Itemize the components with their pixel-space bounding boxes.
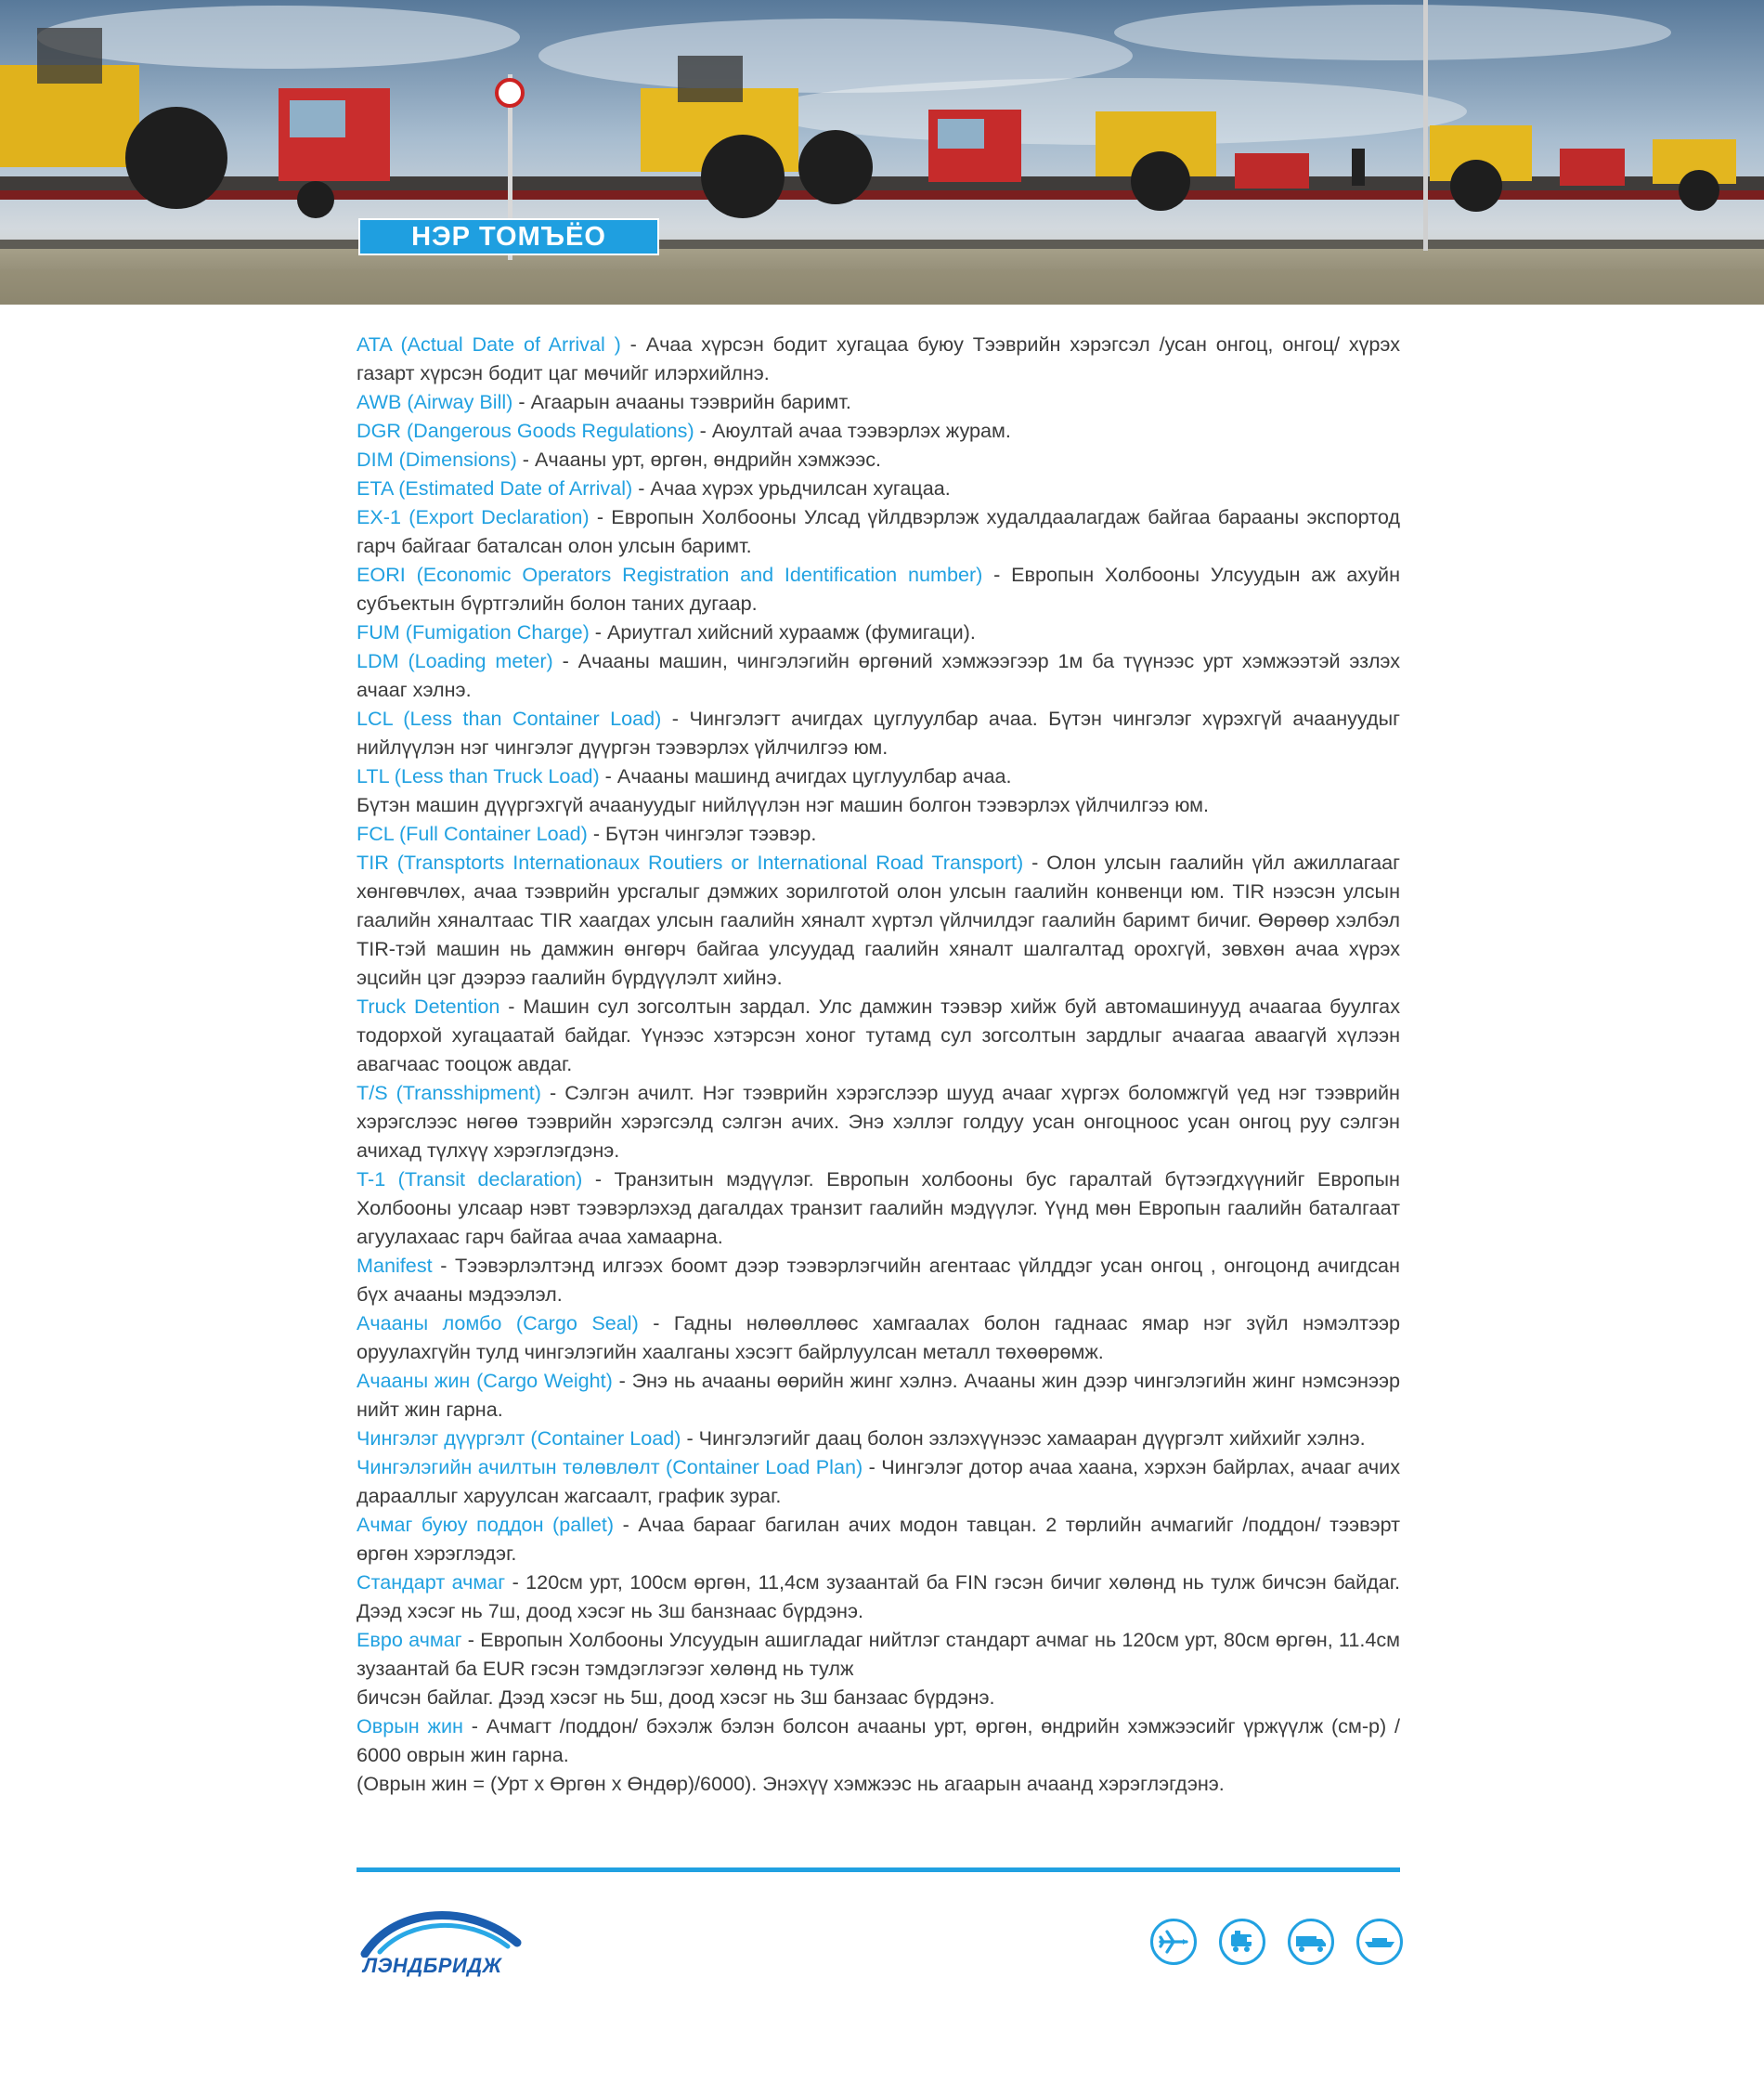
glossary-entry-eori: EORI (Economic Operators Registration and Identification number) - Европын Холбооны Улсуудын аж ахуйн субъектын бүртгэлийн болон таних дугаар. bbox=[357, 563, 1400, 615]
glossary-term: ATA (Actual Date of Arrival ) bbox=[357, 332, 621, 356]
glossary-entry-ata: ATA (Actual Date of Arrival ) - Ачаа хүрсэн бодит хугацаа буюу Тээврийн хэрэгсэл /усан онгоц, онгоц/ хүрэх газарт хүрсэн бодит цаг мөчийг илэрхийлнэ. bbox=[357, 332, 1400, 384]
glossary-term: DGR (Dangerous Goods Regulations) bbox=[357, 419, 694, 442]
glossary-entry-dim: DIM (Dimensions) - Ачааны урт, өргөн, өндрийн хэмжээс. bbox=[357, 448, 882, 471]
glossary-definition: Ачааны машинд ачигдах цуглуулбар ачаа. bbox=[616, 764, 1012, 787]
glossary-definition: Бүтэн чингэлэг тээвэр. bbox=[605, 822, 817, 845]
glossary-entry-lcl: LCL (Less than Container Load) - Чингэлэгт ачигдах цуглуулбар ачаа. Бүтэн чингэлэг хүрэхгүй ачаануудыг нийлүүлэн нэг чингэлэг дүүргэн тээвэрлэх үйлчилгээ юм. bbox=[357, 707, 1401, 759]
glossary-entry-ts: T/S (Transshipment) - Сэлгэн ачилт. Нэг тээврийн хэрэгслээр шууд ачааг хүргэх боломжгүй үед нэг тээврийн хэрэгслээс нөгөө тээврийн хэрэгсэлд сэлгэн ачих. Энэ хэллэг голдуу усан онгоцноос усан онгоц руу сэлгэн ачихад түлхүү хэрэглэгдэнэ. bbox=[357, 1081, 1400, 1162]
glossary-entry-dgr: DGR (Dangerous Goods Regulations) - Аюултай ачаа тээвэрлэх журам. bbox=[357, 419, 1011, 442]
glossary-entry-standard-pallet: Стандарт ачмаг - 120см урт, 100см өргөн, 11,4см зузаантай ба FIN гэсэн бичиг хөлөнд нь тулж бичсэн байдаг. Дээд хэсэг нь 7ш, доод хэсэг нь 3ш банзнаас бүрдэнэ. bbox=[357, 1570, 1400, 1622]
glossary-list bbox=[357, 330, 1400, 1798]
glossary-term: T/S (Transshipment) bbox=[357, 1081, 541, 1104]
glossary-entry-container-load: Чингэлэг дүүргэлт (Container Load) - Чингэлэгийг даац болон эзлэхүүнээс хамааран дүүргэлт хийхийг хэлнэ. bbox=[357, 1426, 1366, 1450]
glossary-definition: Ачаа хүрэх урьдчилсан хугацаа. bbox=[650, 476, 951, 500]
glossary-definition: Гадны нөлөөллөөс хамгаалах болон гаднаас ямар нэг зүйл нэмэлтээр оруулахгүйн тулд чингэлэгийн хаалганы хэсэгт байрлуулсан металл төхөөрөмж. bbox=[357, 1311, 1400, 1363]
glossary-entry-cargo-seal: Ачааны ломбо (Cargo Seal) - Гадны нөлөөллөөс хамгаалах болон гаднаас ямар нэг зүйл нэмэлтээр оруулахгүйн тулд чингэлэгийн хаалганы хэсэгт байрлуулсан металл төхөөрөмж. bbox=[357, 1311, 1400, 1363]
glossary-term: TIR (Transptorts Internationaux Routiers or International Road Transport) bbox=[357, 851, 1024, 874]
glossary-term: FUM (Fumigation Charge) bbox=[357, 620, 590, 644]
glossary-definition: Чингэлэгийг даац болон эзлэхүүнээс хамааран дүүргэлт хийхийг хэлнэ. bbox=[698, 1426, 1366, 1450]
glossary-term: Евро ачмаг bbox=[357, 1628, 462, 1651]
glossary-term: Truck Detention bbox=[357, 995, 500, 1018]
glossary-term: Чингэлэг дүүргэлт (Container Load) bbox=[357, 1426, 681, 1450]
glossary-term: T-1 (Transit declaration) bbox=[357, 1167, 583, 1191]
glossary-entry-volumetric-weight: Оврын жин - Ачмагт /поддон/ бэхэлж бэлэн болсон ачааны урт, өргөн, өндрийн хэмжээсийг үржүүлж (см-р) / 6000 оврын жин гарна. (Оврын жин = (Урт х Өргөн х Өндөр)/6000). Энэхүү хэмжээс нь агаарын ачаанд хэрэглэгдэнэ. bbox=[357, 1711, 1400, 1798]
hero-banner bbox=[0, 0, 1764, 305]
glossary-definition: Ариутгал хийсний хураамж (фумигаци). bbox=[607, 620, 976, 644]
glossary-entry-ltl: LTL (Less than Truck Load) - Ачааны машинд ачигдах цуглуулбар ачаа. Бүтэн машин дүүргэхгүй ачаануудыг нийлүүлэн нэг машин болгон тээвэрлэх үйлчилгээ юм. bbox=[357, 761, 1400, 819]
company-logo bbox=[359, 1906, 526, 1985]
glossary-term: Стандарт ачмаг bbox=[357, 1570, 512, 1594]
hero-photo bbox=[0, 0, 1764, 305]
glossary-term: AWB (Airway Bill) bbox=[357, 390, 513, 413]
glossary-term: Manifest bbox=[357, 1254, 433, 1277]
glossary-term: Ачааны жин (Cargo Weight) bbox=[357, 1369, 613, 1392]
glossary-term: FCL (Full Container Load) bbox=[357, 822, 588, 845]
glossary-definition: Европын Холбооны Улсуудын аж ахуйн субъектын бүртгэлийн болон таних дугаар. bbox=[357, 563, 1400, 615]
glossary-definition: Чингэлэгт ачигдах цуглуулбар ачаа. Бүтэн чингэлэг хүрэхгүй ачаануудыг нийлүүлэн нэг чингэлэг дүүргэн тээвэрлэх үйлчилгээ юм. bbox=[357, 707, 1401, 759]
glossary-entry-ex1: EX-1 (Export Declaration) - Европын Холбооны Улсад үйлдвэрлэж худалдаалагдаж байгаа барааны экспортод гарч байгааг баталсан олон улсын баримт. bbox=[357, 505, 1400, 557]
glossary-definition: Сэлгэн ачилт. Нэг тээврийн хэрэгслээр шууд ачааг хүргэх боломжгүй үед нэг тээврийн хэрэгслээс нөгөө тээврийн хэрэгсэлд сэлгэн ачих. Энэ хэллэг голдуу усан онгоцноос усан онгоц руу сэлгэн ачихад түлхүү хэрэглэгдэнэ. bbox=[357, 1081, 1400, 1162]
glossary-definition: Аюултай ачаа тээвэрлэх журам. bbox=[711, 419, 1011, 442]
glossary-definition: Ачаа барааг багилан ачих модон тавцан. 2 төрлийн ачмагийг /поддон/ тээвэрт өргөн хэрэглэдэг. bbox=[357, 1513, 1400, 1565]
glossary-term: ETA (Estimated Date of Arrival) bbox=[357, 476, 633, 500]
train-icon bbox=[1219, 1919, 1265, 1965]
logo-text: ЛЭНДБРИДЖ bbox=[363, 1954, 502, 1977]
glossary-entry-t1: T-1 (Transit declaration) - Транзитын мэдүүлэг. Европын холбооны бус гаралтай бүтээгдхүүнийг Европын Холбооны улсаар нэвт тээвэрлэхэд дагалдах транзит гаалийн мэдүүлэг. Үүнд мөн Европын гаалийн баталгаат агуулахаас гарч байгаа ачаа хамаарна. bbox=[357, 1167, 1400, 1248]
truck-icon bbox=[1288, 1919, 1334, 1965]
glossary-definition: Европын Холбооны Улсад үйлдвэрлэж худалдаалагдаж байгаа барааны экспортод гарч байгааг баталсан олон улсын баримт. bbox=[357, 505, 1400, 557]
glossary-definition: Энэ нь ачааны өөрийн жинг хэлнэ. Ачааны жин дээр чингэлэгийн жинг нэмсэнээр нийт жин гарна. bbox=[357, 1369, 1400, 1421]
glossary-definition: Транзитын мэдүүлэг. Европын холбооны бус гаралтай бүтээгдхүүнийг Европын Холбооны улсаар нэвт тээвэрлэхэд дагалдах транзит гаалийн мэдүүлэг. Үүнд мөн Европын гаалийн баталгаат агуулахаас гарч байгаа ачаа хамаарна. bbox=[357, 1167, 1400, 1248]
glossary-term: LTL (Less than Truck Load) bbox=[357, 764, 600, 787]
glossary-term: DIM (Dimensions) bbox=[357, 448, 517, 471]
glossary-definition: Машин сул зогсолтын зардал. Улс дамжин тээвэр хийж буй автомашинууд ачаагаа буулгах тодорхой хугацаатай байдаг. Үүнээс хэтэрсэн хоног тутамд сул зогсолтын зардлыг ачаагаа аваагүй хүлээн авагчаас тооцож авдаг. bbox=[357, 995, 1400, 1075]
glossary-term: EORI (Economic Operators Registration and Identification number) bbox=[357, 563, 983, 586]
glossary-entry-fum: FUM (Fumigation Charge) - Ариутгал хийсний хураамж (фумигаци). bbox=[357, 620, 976, 644]
glossary-definition: Олон улсын гаалийн үйл ажиллагааг хөнгөвчлөх, ачаа тээврийн урсгалыг дэмжих зорилготой олон улсын гаалийн конвенци юм. TIR нээсэн улсын гаалийн хяналтаас TIR хаагдах улсын гаалийн хяналт хүртэл үйлчилдэг гаалийн баримт бичиг. Өөрөөр хэлбэл TIR-тэй машин нь дамжин өнгөрч байгаа улсуудад гаалийн хяналт шалгалтад орохгүй, зөвхөн ачаа хүрэх эцсийн цэг дээрээ гаалийн бүрдүүлэлт хийнэ. bbox=[357, 851, 1400, 989]
glossary-entry-ldm: LDM (Loading meter) - Ачааны машин, чингэлэгийн өргөний хэмжээгээр 1м ба түүнээс урт хэмжээтэй эзлэх ачааг хэлнэ. bbox=[357, 649, 1400, 701]
glossary-term: Чингэлэгийн ачилтын төлөвлөлт (Container Load Plan) bbox=[357, 1455, 863, 1478]
glossary-definition-continued: бичсэн байлаг. Дээд хэсэг нь 5ш, доод хэсэг нь 3ш банзаас бүрдэнэ. bbox=[357, 1685, 995, 1709]
glossary-definition: Ачмагт /поддон/ бэхэлж бэлэн болсон ачааны урт, өргөн, өндрийн хэмжээсийг үржүүлж (см-р) / 6000 оврын жин гарна. bbox=[357, 1714, 1400, 1766]
glossary-entry-cargo-weight: Ачааны жин (Cargo Weight) - Энэ нь ачааны өөрийн жинг хэлнэ. Ачааны жин дээр чингэлэгийн жинг нэмсэнээр нийт жин гарна. bbox=[357, 1369, 1400, 1421]
glossary-term: Оврын жин bbox=[357, 1714, 463, 1737]
glossary-term: Ачааны ломбо (Cargo Seal) bbox=[357, 1311, 639, 1334]
bridge-arc-icon bbox=[359, 1906, 526, 1958]
glossary-term: LCL (Less than Container Load) bbox=[357, 707, 662, 730]
glossary-definition: Тээвэрлэлтэнд илгээх боомт дээр тээвэрлэгчийн агентаас үйлддэг усан онгоц , онгоцонд ачигдсан бүх ачааны мэдээлэл. bbox=[357, 1254, 1400, 1306]
glossary-definition: Европын Холбооны Улсуудын ашигладаг нийтлэг стандарт ачмаг нь 120см урт, 80см өргөн, 11.4см зузаантай ба EUR гэсэн тэмдэглэгээг хөлөнд нь тулж bbox=[357, 1628, 1400, 1680]
glossary-entry-awb: AWB (Airway Bill) - Агаарын ачааны тээврийн баримт. bbox=[357, 390, 851, 413]
glossary-entry-fcl: FCL (Full Container Load) - Бүтэн чингэлэг тээвэр. bbox=[357, 822, 817, 845]
glossary-definition-continued: (Оврын жин = (Урт х Өргөн х Өндөр)/6000). Энэхүү хэмжээс нь агаарын ачаанд хэрэглэгдэнэ. bbox=[357, 1772, 1225, 1795]
footer-divider bbox=[357, 1867, 1400, 1872]
glossary-term: EX-1 (Export Declaration) bbox=[357, 505, 590, 528]
glossary-definition: 120см урт, 100см өргөн, 11,4см зузаантай ба FIN гэсэн бичиг хөлөнд нь тулж бичсэн байдаг. Дээд хэсэг нь 7ш, доод хэсэг нь 3ш банзнаас бүрдэнэ. bbox=[357, 1570, 1400, 1622]
ship-icon bbox=[1356, 1919, 1403, 1965]
glossary-definition: Чингэлэг дотор ачаа хаана, хэрхэн байрлах, ачааг ачих дарааллыг харуулсан жагсаалт, график зураг. bbox=[357, 1455, 1400, 1507]
glossary-entry-manifest: Manifest - Тээвэрлэлтэнд илгээх боомт дээр тээвэрлэгчийн агентаас үйлддэг усан онгоц , онгоцонд ачигдсан бүх ачааны мэдээлэл. bbox=[357, 1254, 1400, 1306]
glossary-entry-tir: TIR (Transptorts Internationaux Routiers or International Road Transport) - Олон улсын гаалийн үйл ажиллагааг хөнгөвчлөх, ачаа тээврийн урсгалыг дэмжих зорилготой олон улсын гаалийн конвенци юм. TIR нээсэн улсын гаалийн хяналтаас TIR хаагдах улсын гаалийн хяналт хүртэл үйлчилдэг гаалийн баримт бичиг. Өөрөөр хэлбэл TIR-тэй машин нь дамжин өнгөрч байгаа улсуудад гаалийн хяналт шалгалтад орохгүй, зөвхөн ачаа хүрэх эцсийн цэг дээрээ гаалийн бүрдүүлэлт хийнэ. bbox=[357, 851, 1400, 989]
glossary-definition: Агаарын ачааны тээврийн баримт. bbox=[530, 390, 851, 413]
glossary-definition: Ачааны урт, өргөн, өндрийн хэмжээс. bbox=[534, 448, 882, 471]
airplane-icon bbox=[1150, 1919, 1197, 1965]
glossary-definition: Ачааны машин, чингэлэгийн өргөний хэмжээгээр 1м ба түүнээс урт хэмжээтэй эзлэх ачааг хэлнэ. bbox=[357, 649, 1400, 701]
glossary-entry-eta: ETA (Estimated Date of Arrival) - Ачаа хүрэх урьдчилсан хугацаа. bbox=[357, 476, 951, 500]
glossary-term: LDM (Loading meter) bbox=[357, 649, 553, 672]
glossary-definition: Ачаа хүрсэн бодит хугацаа буюу Тээврийн хэрэгсэл /усан онгоц, онгоц/ хүрэх газарт хүрсэн бодит цаг мөчийг илэрхийлнэ. bbox=[357, 332, 1400, 384]
glossary-entry-euro-pallet: Евро ачмаг - Европын Холбооны Улсуудын ашигладаг нийтлэг стандарт ачмаг нь 120см урт, 80см өргөн, 11.4см зузаантай ба EUR гэсэн тэмдэглэгээг хөлөнд нь тулж бичсэн байлаг. Дээд хэсэг нь 5ш, доод хэсэг нь 3ш банзаас бүрдэнэ. bbox=[357, 1625, 1400, 1711]
glossary-term: Ачмаг буюу поддон (pallet) bbox=[357, 1513, 615, 1536]
glossary-entry-pallet: Ачмаг буюу поддон (pallet) - Ачаа барааг багилан ачих модон тавцан. 2 төрлийн ачмагийг /поддон/ тээвэрт өргөн хэрэглэдэг. bbox=[357, 1513, 1400, 1565]
glossary-entry-container-load-plan: Чингэлэгийн ачилтын төлөвлөлт (Container Load Plan) - Чингэлэг дотор ачаа хаана, хэрхэн байрлах, ачааг ачих дарааллыг харуулсан жагсаалт, график зураг. bbox=[357, 1455, 1400, 1507]
page-title: НЭР ТОМЪЁО bbox=[358, 218, 659, 255]
glossary-definition-continued: Бүтэн машин дүүргэхгүй ачаануудыг нийлүүлэн нэг машин болгон тээвэрлэх үйлчилгээ юм. bbox=[357, 793, 1210, 816]
glossary-entry-truck-detention: Truck Detention - Машин сул зогсолтын зардал. Улс дамжин тээвэр хийж буй автомашинууд ачаагаа буулгах тодорхой хугацаатай байдаг. Үүнээс хэтэрсэн хоног тутамд сул зогсолтын зардлыг ачаагаа аваагүй хүлээн авагчаас тооцож авдаг. bbox=[357, 995, 1400, 1075]
